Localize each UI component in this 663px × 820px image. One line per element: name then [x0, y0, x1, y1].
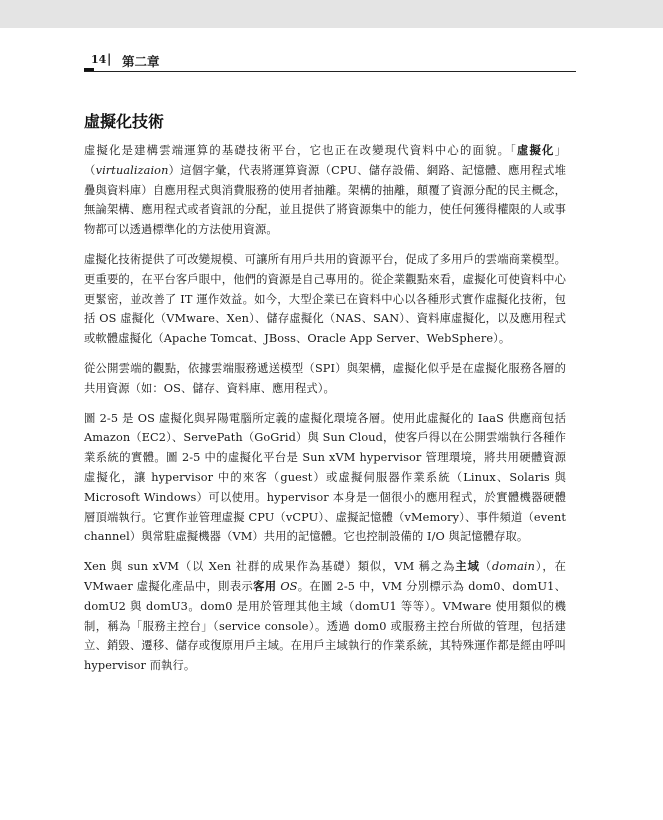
chapter-title: 第二章: [122, 54, 160, 69]
paragraph-5: [84, 557, 566, 676]
header-rule: [84, 71, 576, 72]
paragraph-4: 圖 2-5 是 OS 虛擬化與昇陽電腦所定義的虛擬化環境各層。使用此虛擬化的 IaaS 供應商包括 Amazon（EC2）、ServePath（GoGrid）與 Sun Cloud，使客戶得以在公開雲端執行各種作業系統的實體。圖 2-5 中的虛擬化平台是 Sun xVM hypervisor 管理環境，將共用硬體資源虛擬化，讓 hypervisor 中的來客（guest）或虛擬伺服器作業系統（Linux、Solaris 與 Microsoft Windows）可以使用。hypervisor 本身是一個很小的應用程式，於實體機器硬體層頂端執行。它實作並管理虛擬 CPU（vCPU）、虛擬記憶體（vMemory）、事件頻道（event channel）與常駐虛擬機器（VM）共用的記憶體。它也控制設備的 I/O 與記憶體存取。: [84, 411, 566, 544]
header-separator: |: [107, 52, 112, 66]
p1-text-b: 」（: [84, 144, 566, 177]
paragraph-3: 從公開雲端的觀點，依據雲端服務遞送模型（SPI）與架構，虛擬化似乎是在虛擬化服務各層的共用資源（如：OS、儲存、資料庫、應用程式）。: [84, 361, 566, 395]
p5-text-a: Xen 與 sun xVM（以 Xen 社群的成果作為基礎）類似，VM 稱之為: [84, 560, 456, 574]
page-number: 14: [91, 53, 107, 66]
section-title: 虛擬化技術: [84, 112, 165, 131]
page-header: [84, 51, 576, 71]
p5-text-c: ），在 VMwaer 虛擬化產品中，則表示: [84, 560, 566, 593]
paragraph-2: 虛擬化技術提供了可改變規模、可讓所有用戶共用的資源平台，促成了多用戶的雲端商業模型。更重要的，在平台客戶眼中，他們的資源是自己專用的。從企業觀點來看，虛擬化可使資料中心更緊密，並改善了 IT 運作效益。如今，大型企業已在資料中心以各種形式實作虛擬化技術，包括 OS 虛擬化（VMware、Xen）、儲存虛擬化（NAS、SAN）、資料庫虛擬化，以及應用程式或軟體虛擬化（Apache Tomcat、JBoss、Oracle App Server、WebSphere）。: [84, 252, 566, 346]
p1-term: 虛擬化: [516, 143, 555, 157]
p1-text-c: ）這個字彙，代表將運算資源（CPU、儲存設備、網路、記憶體、應用程式堆疊與資料庫）自應用程式與消費服務的使用者抽離。架構的抽離，顛覆了資源分配的民主概念，無論架構、應用程式或者資訊的分配，並且提供了將資源集中的能力，使任何獲得權限的人或事物都可以透過標準化的方法使用資源。: [84, 163, 566, 237]
paragraph-1: [84, 141, 566, 240]
p5-term2-en: OS: [280, 579, 298, 593]
p5-term-en: domain: [492, 560, 536, 574]
p1-text-a: 虛擬化是建構雲端運算的基礎技術平台，它也正在改變現代資料中心的面貌。「: [84, 144, 517, 157]
p5-term: 主域: [455, 559, 480, 574]
p5-text-e: 。在圖 2-5 中，VM 分別標示為 dom0、domU1、domU2 與 domU3。dom0 是用於管理其他主域（domU1 等等）。VMware 使用類似的機制，稱為「服務主控台」（service console）。透過 dom0 或服務主控台所做的管理，包括建立、銷毀、遷移、儲存或復原用戶主域。在用戶主域執行的作業系統，其特殊運作都是經由呼叫 hypervisor 而執行。: [84, 579, 567, 673]
scan-top-band: [0, 0, 663, 28]
p5-text-b: （: [479, 560, 493, 574]
p5-term2: 客用: [253, 578, 277, 593]
p1-term-en: virtualizaion: [95, 163, 169, 177]
body-text: [84, 141, 566, 686]
